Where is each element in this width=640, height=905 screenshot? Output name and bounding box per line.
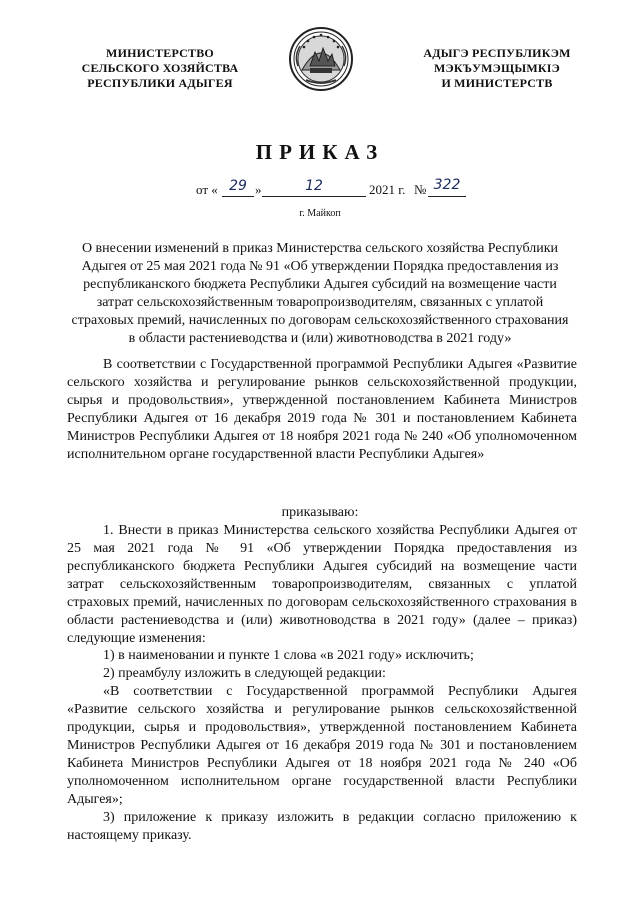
ministry-line-2: СЕЛЬСКОГО ХОЗЯЙСТВА xyxy=(81,61,239,75)
ministry-adyghe-line-2: МЭКЪУМЭЩЫМКIЭ xyxy=(433,61,561,75)
item-1-paragraph: 1. Внести в приказ Министерства сельского хозяйства Республики Адыгея от 25 мая 2021 года № 91 «Об утверждении Порядка предоставления из республиканского бюджета Республики Адыгея субсидий на возмещение части затрат сельскохозяйственным товаропроизводителям, связанных с уплатой страховых премий, начисленных по договорам сельскохозяйственного страхования в области растениеводства и (или) животноводства в 2021 году» (далее – приказ) следующие изменения: xyxy=(67,523,577,646)
order-day: 29 xyxy=(222,178,254,197)
order-number-label: № xyxy=(414,182,427,197)
new-preamble-quote: «В соответствии с Государственной программой Республики Адыгея «Развитие сельского хозяйства и регулирование рынков сельскохозяйственной продукции, сырья и продовольствия», утвержденной постановлением Кабинета Министров Республики Адыгея от 16 декабря 2019 года № 301 и постановлением Кабинета Министров Республики Адыгея от 18 ноября 2021 года № 240 «Об уполномоченном исполнительном органе государственной власти Республики Адыгея»; xyxy=(67,684,577,807)
subitem-2: 2) преамбулу изложить в следующей редакции: xyxy=(103,666,386,681)
order-month: 12 xyxy=(262,178,366,197)
ministry-name-russian xyxy=(60,46,260,91)
city: г. Майкоп xyxy=(299,208,341,219)
republic-of-adygea-coat-of-arms-icon xyxy=(288,26,354,92)
preamble-paragraph: В соответствии с Государственной программой Республики Адыгея «Развитие сельского хозяйства и регулирование рынков сельскохозяйственной продукции, сырья и продовольствия», утвержденной постановлением Кабинета Министров Республики Адыгея от 16 декабря 2019 года № 301 и постановлением Кабинета Министров Республики Адыгея от 18 ноября 2021 года № 240 «Об уполномоченном исполнительном органе государственной власти Республики Адыгея» xyxy=(67,357,577,462)
subitem-3: 3) приложение к приказу изложить в редакции согласно приложению к настоящему приказу. xyxy=(67,810,577,843)
subitem-1: 1) в наименовании и пункте 1 слова «в 2021 году» исключить; xyxy=(103,648,474,663)
ministry-adyghe-line-3: И МИНИСТЕРСТВ xyxy=(441,76,553,90)
ministry-adyghe-line-1: АДЫГЭ РЕСПУБЛИКЭМ xyxy=(423,46,571,60)
order-from-label: от « xyxy=(196,182,218,197)
ministry-line-3: РЕСПУБЛИКИ АДЫГЕЯ xyxy=(87,76,233,90)
order-number: 322 xyxy=(428,177,466,197)
order-quote-close: » xyxy=(255,182,262,197)
orders-word: приказываю: xyxy=(281,505,359,520)
ministry-name-adyghe xyxy=(397,46,597,91)
order-year: 2021 г. xyxy=(369,182,406,197)
order-date-number-line xyxy=(0,177,640,204)
document-title: ПРИКАЗ xyxy=(255,140,385,164)
order-subject: О внесении изменений в приказ Министерства сельского хозяйства Республики Адыгея от 25 мая 2021 года № 91 «Об утверждении Порядка предоставления из республиканского бюджета Республики Адыгея субсидий на возмещение части затрат сельскохозяйственным товаропроизводителям, связанных с уплатой страховых премий, начисленных по договорам сельскохозяйственного страхования в области растениеводства и (или) животноводства в 2021 году» xyxy=(71,241,569,346)
ministry-line-1: МИНИСТЕРСТВО xyxy=(106,46,214,60)
